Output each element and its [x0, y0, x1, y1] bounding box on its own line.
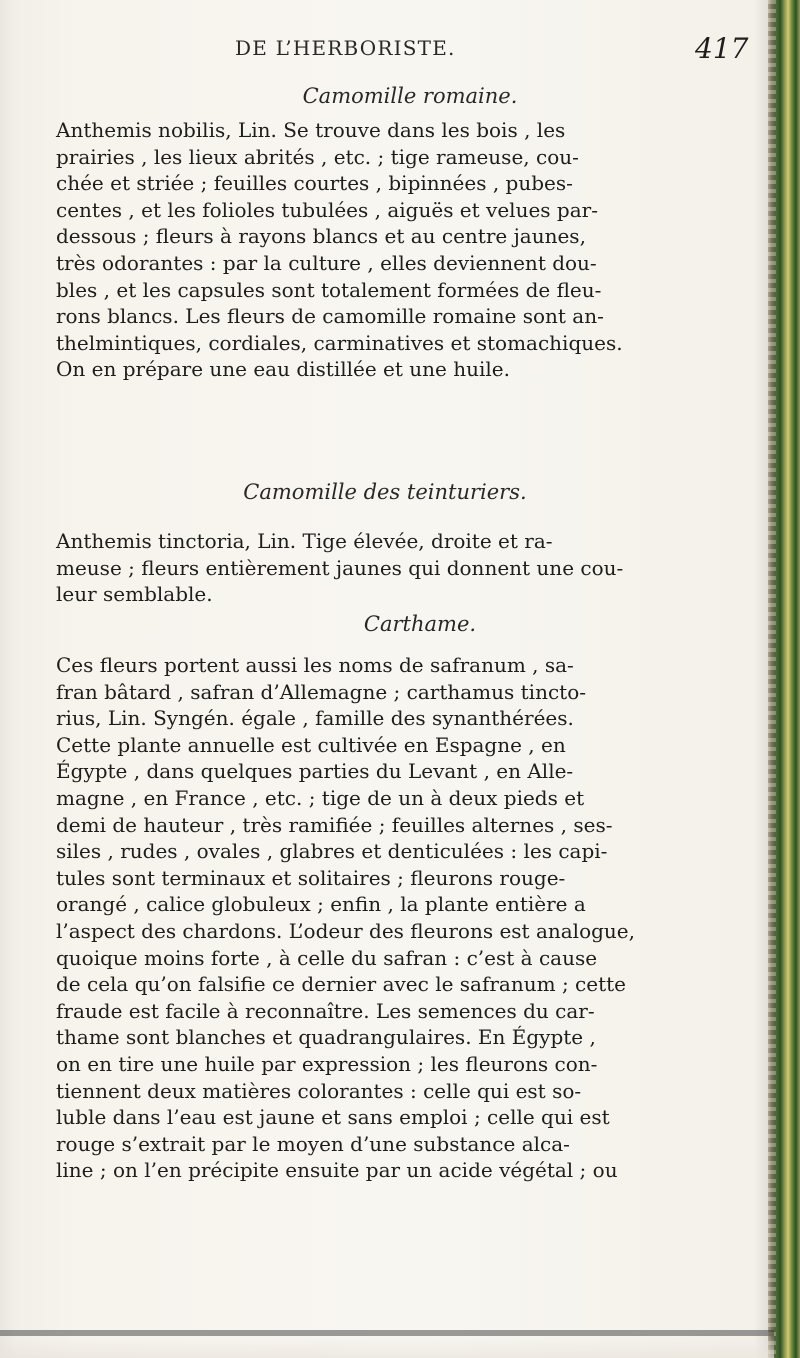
text-line: on en tire une huile par expression ; les fleurons con- — [56, 1051, 598, 1076]
text-line: quoique moins forte , à celle du safran : c’est à cause — [56, 945, 598, 970]
text-line: Cette plante annuelle est cultivée en Espagne , en — [56, 732, 566, 757]
text-line: Égypte , dans quelques parties du Levant , en Alle- — [56, 759, 574, 784]
text-line: line ; on l’en précipite ensuite par un acide végétal ; ou — [56, 1158, 618, 1183]
text-line: thame sont blanches et quadrangulaires. En Égypte , — [56, 1025, 596, 1050]
text-line: demi de hauteur , très ramifiée ; feuilles alternes , ses- — [56, 812, 613, 837]
text-line: thelmintiques, cordiales, carminatives et stomachiques. — [56, 330, 623, 355]
text-line: rius, Lin. Syngén. égale , famille des synanthérées. — [56, 706, 574, 731]
section-title-carthame: Carthame. — [363, 612, 477, 636]
text-line: fran bâtard , safran d’Allemagne ; carthamus tincto- — [56, 679, 586, 704]
text-line: fraude est facile à reconnaître. Les semences du car- — [56, 998, 595, 1023]
book-spine — [768, 0, 800, 1358]
text-line: bles , et les capsules sont totalement formées de fleu- — [56, 277, 602, 302]
text-line: de cela qu’on falsifie ce dernier avec le safranum ; cette — [56, 972, 626, 997]
page-header — [235, 34, 755, 74]
page-edge-shadow — [754, 0, 768, 1358]
text-line: centes , et les folioles tubulées , aiguës et velues par- — [56, 197, 598, 222]
text-line: tiennent deux matières colorantes : celle qui est so- — [56, 1078, 582, 1103]
paragraph-camomille-teinturiers — [56, 528, 731, 608]
section-title-camomille-romaine: Camomille romaine. — [302, 84, 518, 108]
paragraph-camomille-romaine — [56, 117, 731, 383]
page-binding-shadow — [0, 0, 16, 1358]
text-line: dessous ; fleurs à rayons blancs et au centre jaunes, — [56, 224, 586, 249]
text-line: l’aspect des chardons. L’odeur des fleurons est analogue, — [56, 918, 635, 943]
text-line: tules sont terminaux et solitaires ; fleurons rouge- — [56, 865, 566, 890]
text-line: siles , rudes , ovales , glabres et denticulées : les capi- — [56, 839, 608, 864]
text-line: On en prépare une eau distillée et une huile. — [56, 357, 510, 382]
text-line: très odorantes : par la culture , elles deviennent dou- — [56, 250, 597, 275]
text-line: luble dans l’eau est jaune et sans emploi ; celle qui est — [56, 1105, 610, 1130]
page-number: 417 — [695, 32, 749, 65]
running-header: DE L’HERBORISTE. — [235, 36, 456, 60]
text-line: Ces fleurs portent aussi les noms de safranum , sa- — [56, 653, 574, 677]
text-line: rouge s’extrait par le moyen d’une substance alca- — [56, 1131, 570, 1156]
section-title-camomille-teinturiers: Camomille des teinturiers. — [243, 480, 527, 504]
text-line: Anthemis nobilis, Lin. Se trouve dans les bois , les — [56, 118, 566, 142]
text-line: meuse ; fleurs entièrement jaunes qui donnent une cou- — [56, 555, 624, 580]
paragraph-carthame — [56, 652, 731, 1184]
bottom-page-fade — [0, 1336, 774, 1358]
text-line: rons blancs. Les fleurs de camomille romaine sont an- — [56, 304, 604, 329]
text-line: orangé , calice globuleux ; enfin , la plante entière a — [56, 892, 586, 917]
text-line: magne , en France , etc. ; tige de un à deux pieds et — [56, 785, 585, 810]
text-line: prairies , les lieux abrités , etc. ; tige rameuse, cou- — [56, 144, 579, 169]
text-line: leur semblable. — [56, 582, 213, 607]
text-line: chée et striée ; feuilles courtes , bipinnées , pubes- — [56, 171, 573, 196]
text-line: Anthemis tinctoria, Lin. Tige élevée, droite et ra- — [56, 529, 553, 553]
